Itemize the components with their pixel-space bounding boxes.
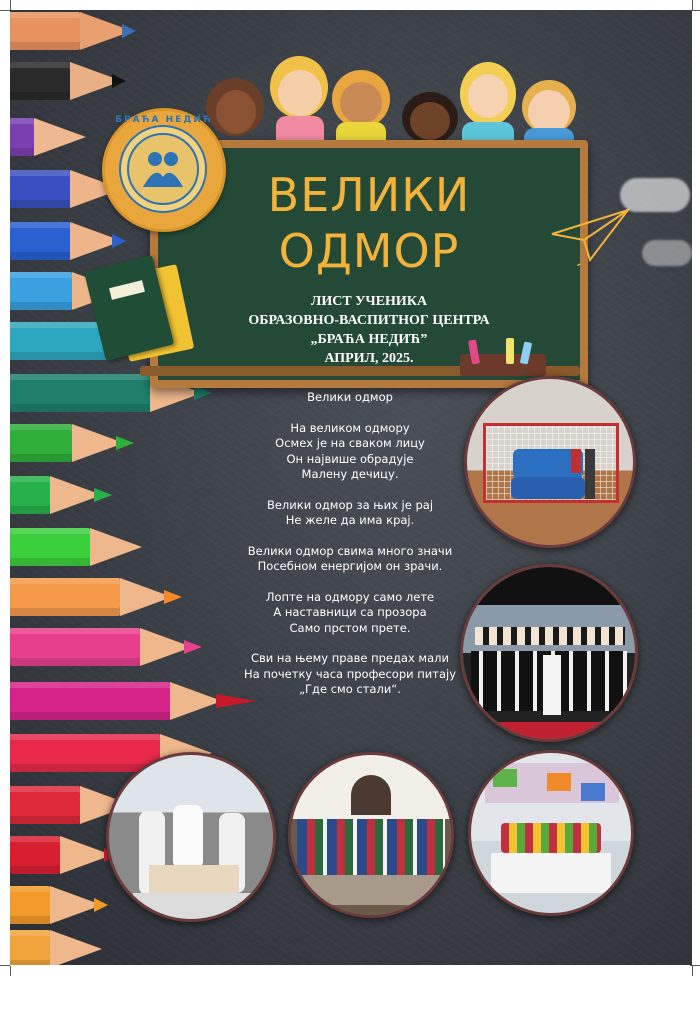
cloud-icon: [620, 178, 690, 212]
subtitle-line3: „БРАЋА НЕДИЋ”: [310, 332, 428, 347]
school-group-photo: [288, 752, 454, 918]
newsletter-cover: [10, 10, 692, 965]
subtitle-line1: ЛИСТ УЧЕНИКА: [310, 294, 428, 309]
crop-mark: [0, 965, 10, 966]
poem-stanza: Лопте на одмору само лете А наставници са прозора Само прстом прете.: [265, 589, 435, 635]
folk-costume-stand-photo: [106, 752, 276, 922]
poem-title: Велики одмор: [307, 390, 393, 404]
notebook-icon: [94, 258, 190, 362]
logo-figure-icon: [139, 147, 187, 187]
subtitle-line2: ОБРАЗОВНО-ВАСПИТНОГ ЦЕНТРА: [248, 313, 490, 328]
paper-plane-icon: [550, 206, 630, 266]
chalk-box-icon: [460, 340, 546, 376]
school-logo: [102, 108, 226, 232]
poem-stanza: Сви на њему праве предах мали На почетку часа професори питају „Где смо стали“.: [243, 651, 457, 696]
title-line1: ВЕЛИКИ: [267, 168, 471, 222]
subtitle-line4: АПРИЛ, 2025.: [324, 351, 414, 366]
choir-photo: [460, 564, 638, 742]
crop-mark: [690, 10, 700, 11]
cloud-icon: [642, 240, 692, 266]
logo-text: БРАЋА НЕДИЋ: [115, 115, 213, 125]
poem: [235, 390, 465, 713]
food-exhibit-photo: [468, 750, 634, 916]
crop-mark: [10, 0, 11, 10]
title-line2: ОДМОР: [278, 224, 460, 278]
crop-mark: [10, 966, 11, 976]
poem-stanza: Велики одмор за њих је рај Не желе да има крај.: [266, 497, 434, 527]
crop-mark: [0, 10, 10, 11]
poem-stanza: Велики одмор свима много значи Посебном енергијом он зрачи.: [247, 543, 453, 573]
crop-mark: [692, 0, 693, 10]
crop-mark: [690, 965, 700, 966]
crop-mark: [692, 966, 693, 976]
sports-team-photo: [464, 376, 636, 548]
poem-stanza: На великом одмору Осмех је на сваком лицу Он највише обрадује Малену дечицу.: [275, 420, 425, 481]
